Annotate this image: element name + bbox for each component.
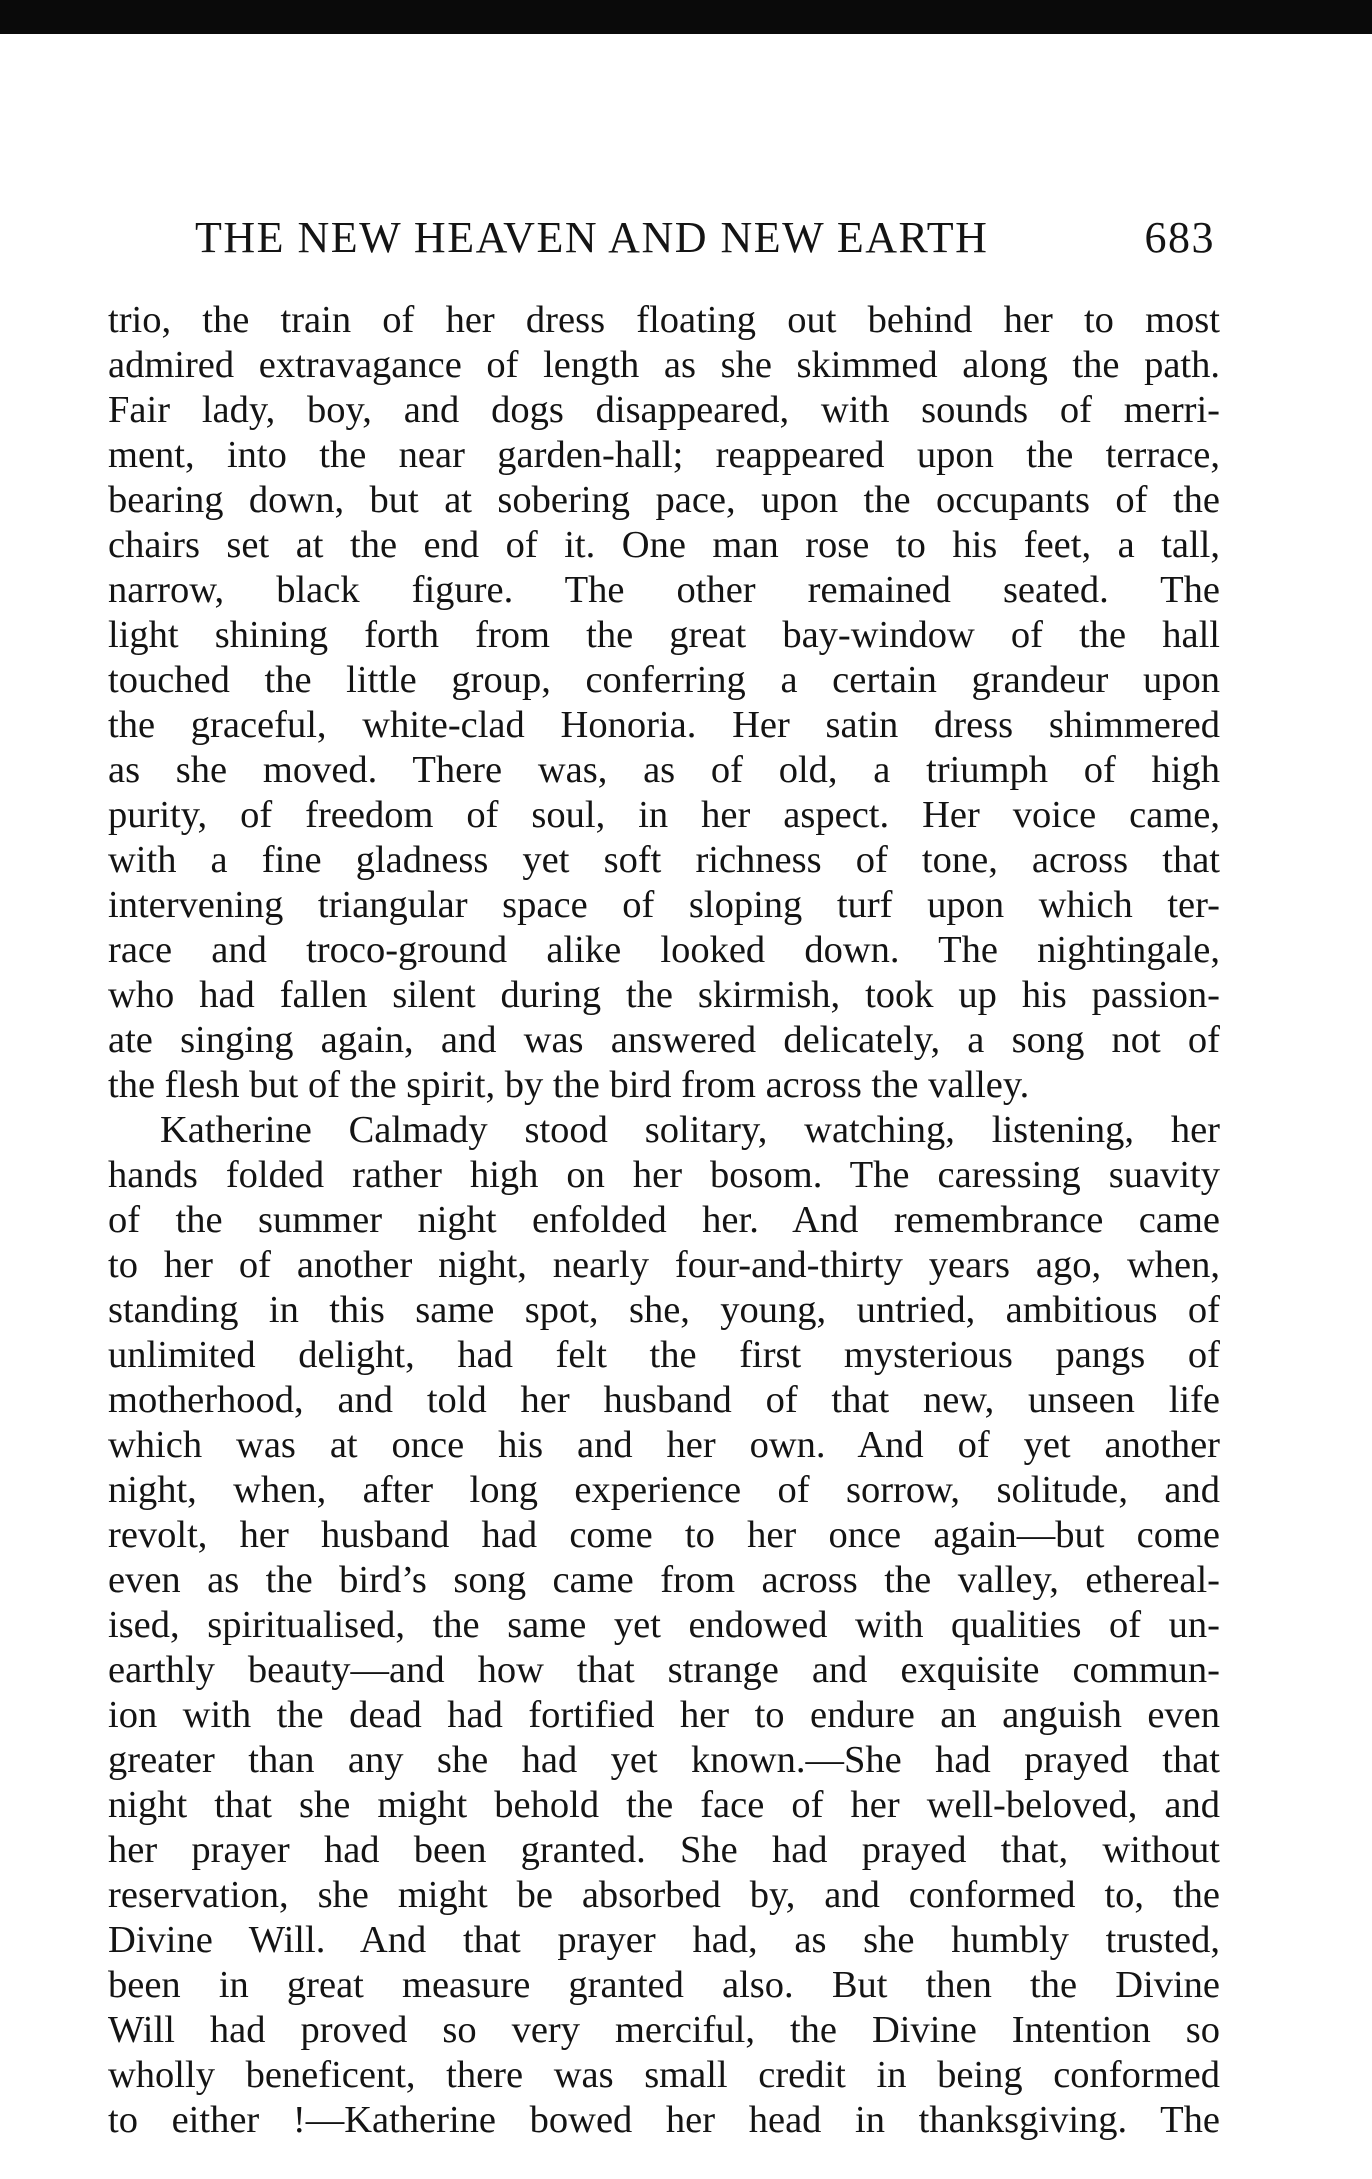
text-line: ment, into the near garden-hall; reappeared upon the terrace, — [108, 434, 1220, 476]
text-line: wholly beneficent, there was small credit in being conformed — [108, 2054, 1220, 2096]
text-line: trio, the train of her dress floating out behind her to most — [108, 299, 1220, 341]
text-line: standing in this same spot, she, young, untried, ambitious of — [108, 1289, 1220, 1331]
text-line: with a fine gladness yet soft richness of tone, across that — [108, 839, 1220, 881]
text-line: Divine Will. And that prayer had, as she humbly trusted, — [108, 1919, 1220, 1961]
text-line: which was at once his and her own. And of yet another — [108, 1424, 1220, 1466]
running-head — [195, 208, 1215, 268]
text-line: revolt, her husband had come to her once again—but come — [108, 1514, 1220, 1556]
text-line: to either !—Katherine bowed her head in thanksgiving. The — [108, 2099, 1220, 2141]
text-line: the flesh but of the spirit, by the bird from across the valley. — [108, 1064, 1030, 1106]
text-line: chairs set at the end of it. One man rose to his feet, a tall, — [108, 524, 1220, 566]
text-line: unlimited delight, had felt the first mysterious pangs of — [108, 1334, 1220, 1376]
text-line: intervening triangular space of sloping turf upon which ter- — [108, 884, 1220, 926]
text-line: motherhood, and told her husband of that new, unseen life — [108, 1379, 1220, 1421]
text-line: the graceful, white-clad Honoria. Her satin dress shimmered — [108, 704, 1220, 746]
text-line: even as the bird’s song came from across the valley, ethereal- — [108, 1559, 1220, 1601]
text-line: hands folded rather high on her bosom. The caressing suavity — [108, 1154, 1220, 1196]
text-line: earthly beauty—and how that strange and exquisite commun- — [108, 1649, 1220, 1691]
text-line: her prayer had been granted. She had prayed that, without — [108, 1829, 1220, 1871]
text-line: light shining forth from the great bay-window of the hall — [108, 614, 1220, 656]
text-line: been in great measure granted also. But then the Divine — [108, 1964, 1220, 2006]
scan-top-edge — [0, 0, 1372, 34]
text-line: Fair lady, boy, and dogs disappeared, with sounds of merri- — [108, 389, 1220, 431]
text-line: Katherine Calmady stood solitary, watching, listening, her — [160, 1109, 1220, 1151]
text-line: to her of another night, nearly four-and-thirty years ago, when, — [108, 1244, 1220, 1286]
text-line: race and troco-ground alike looked down. The nightingale, — [108, 929, 1220, 971]
text-line: greater than any she had yet known.—She had prayed that — [108, 1739, 1220, 1781]
text-line: Will had proved so very merciful, the Divine Intention so — [108, 2009, 1220, 2051]
text-line: purity, of freedom of soul, in her aspect. Her voice came, — [108, 794, 1220, 836]
text-line: night that she might behold the face of her well-beloved, and — [108, 1784, 1220, 1826]
text-line: of the summer night enfolded her. And remembrance came — [108, 1199, 1220, 1241]
text-line: bearing down, but at sobering pace, upon the occupants of the — [108, 479, 1220, 521]
text-line: reservation, she might be absorbed by, and conformed to, the — [108, 1874, 1220, 1916]
text-line: ion with the dead had fortified her to endure an anguish even — [108, 1694, 1220, 1736]
text-line: ate singing again, and was answered delicately, a song not of — [108, 1019, 1220, 1061]
text-line: as she moved. There was, as of old, a triumph of high — [108, 749, 1220, 791]
text-line: night, when, after long experience of sorrow, solitude, and — [108, 1469, 1220, 1511]
text-line: ised, spiritualised, the same yet endowed with qualities of un- — [108, 1604, 1220, 1646]
text-line: who had fallen silent during the skirmish, took up his passion- — [108, 974, 1220, 1016]
body-text — [108, 298, 1220, 2143]
page-number: 683 — [1144, 213, 1215, 262]
text-line: narrow, black figure. The other remained seated. The — [108, 569, 1220, 611]
text-line: admired extravagance of length as she skimmed along the path. — [108, 344, 1220, 386]
text-line: touched the little group, conferring a certain grandeur upon — [108, 659, 1220, 701]
running-title: THE NEW HEAVEN AND NEW EARTH — [195, 213, 989, 262]
